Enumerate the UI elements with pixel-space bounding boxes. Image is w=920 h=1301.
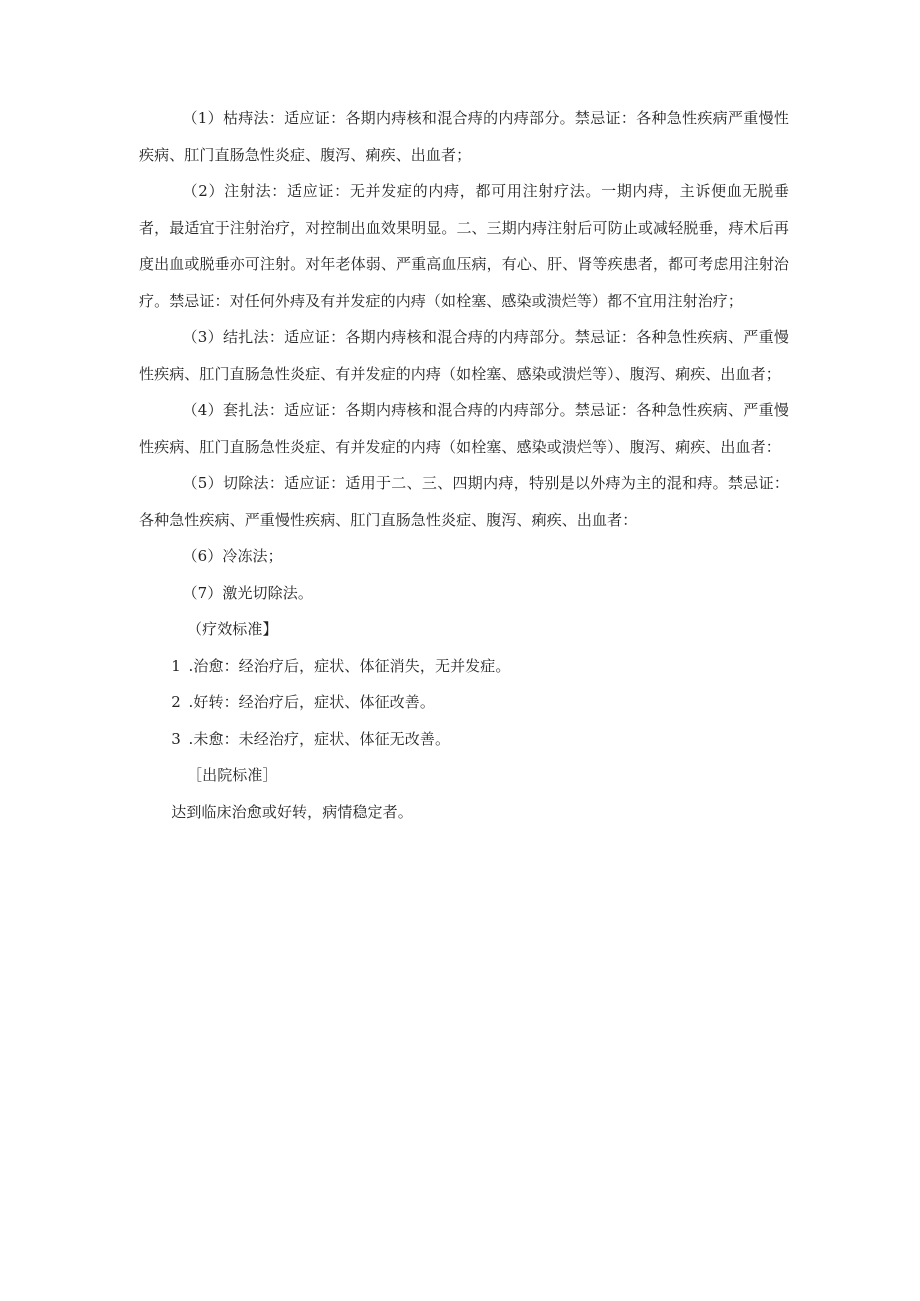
efficacy-item-number: 2 xyxy=(171,693,181,711)
efficacy-item-text: .治愈：经治疗后，症状、体征消失，无并发症。 xyxy=(188,656,511,675)
discharge-standard-text: 达到临床治愈或好转，病情稳定者。 xyxy=(171,802,413,821)
efficacy-item-improved xyxy=(139,684,789,721)
method-paragraph-dry-hemorrhoid: （1）枯痔法：适应证：各期内痔核和混合痔的内痔部分。禁忌证：各种急性疾病严重慢性疾病、肛门直肠急性炎症、腹泻、痢疾、出血者； xyxy=(139,109,789,164)
efficacy-item-text: .好转：经治疗后，症状、体征改善。 xyxy=(188,693,435,711)
efficacy-item-number: 1 xyxy=(171,656,181,675)
efficacy-item-number: 3 xyxy=(171,729,181,748)
method-paragraph-ligation: （3）结扎法：适应证：各期内痔核和混合痔的内痔部分。禁忌证：各种急性疾病、严重慢性疾病、肛门直肠急性炎症、有并发症的内痔（如栓塞、感染或溃烂等）、腹泻、痢疾、出血者； xyxy=(139,328,789,383)
method-paragraph-injection: （2）注射法：适应证：无并发症的内痔，都可用注射疗法。一期内痔，主诉便血无脱垂者，最适宜于注射治疗，对控制出血效果明显。二、三期内痔注射后可防止或减轻脱垂，痔术后再度出血或脱垂亦可注射。对年老体弱、严重高血压病，有心、肝、肾等疾患者，都可考虑用注射治疗。禁忌证：对任何外痔及有并发症的内痔（如栓塞、感染或溃烂等）都不宜用注射治疗； xyxy=(139,182,789,310)
method-paragraph-laser-excision: （7）激光切除法。 xyxy=(182,583,313,602)
efficacy-item-not-cured xyxy=(139,721,789,758)
method-paragraph-banding: （4）套扎法：适应证：各期内痔核和混合痔的内痔部分。禁忌证：各种急性疾病、严重慢性疾病、肛门直肠急性炎症、有并发症的内痔（如栓塞、感染或溃烂等）、腹泻、痢疾、出血者： xyxy=(139,401,789,456)
efficacy-item-text: .未愈：未经治疗，症状、体征无改善。 xyxy=(188,729,451,748)
method-paragraph-cryotherapy: （6）冷冻法； xyxy=(182,547,283,565)
method-paragraph-excision: （5）切除法：适应证：适用于二、三、四期内痔，特别是以外痔为主的混和痔。禁忌证：各种急性疾病、严重慢性疾病、肛门直肠急性炎症、腹泻、痢疾、出血者： xyxy=(139,474,789,529)
efficacy-standard-heading: （疗效标准】 xyxy=(187,620,278,638)
efficacy-item-cured xyxy=(139,648,789,685)
document-body xyxy=(139,100,789,830)
discharge-standard-heading: ［出院标准］ xyxy=(187,766,278,784)
